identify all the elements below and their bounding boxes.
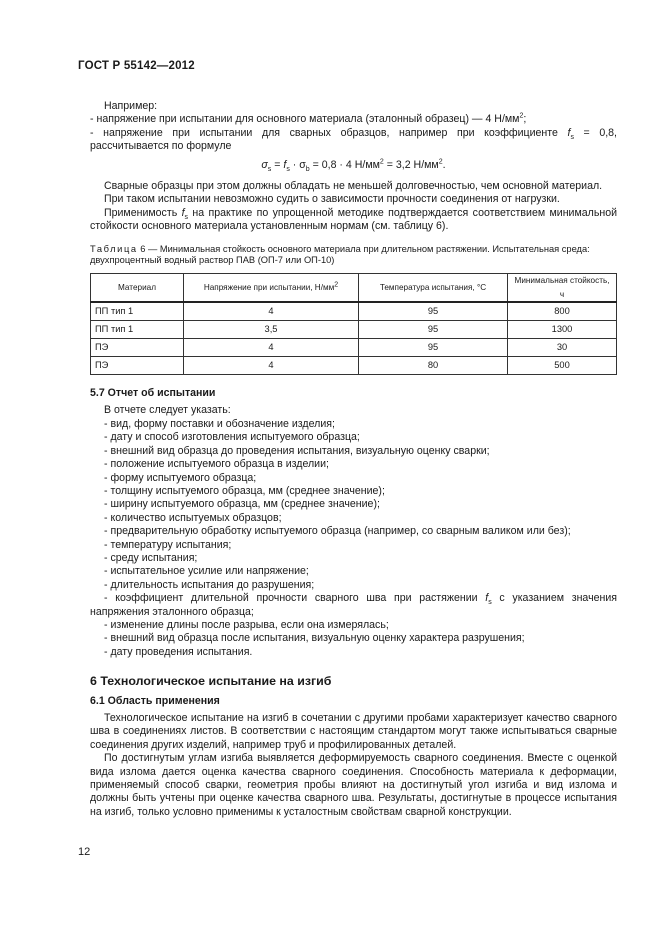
formula: $\sigma_s = f_s \cdot \sigma_b = 0,8 \cdot 4$ $Н/мм^2 = 3,2$ $Н/мм^2$. (261, 158, 446, 173)
paragraph: По достигнутым углам изгиба выявляется деформируемость сварного соединения. Вместе с оценкой вида излома дается оценка качества сварного соединения. Способность материала к деформации, применяемый способ сварки, геометрия пробы влияют на достигнутый угол изгиба и вид излома и должны быть учтены при оценке качества сварного шва. Результаты, достигнутые в процессе испытания на изгиб, только условно применимы к усталостным свойствам сварной конструкции. (90, 752, 617, 818)
table-row (91, 321, 617, 339)
list-item: - температуру испытания; (104, 538, 232, 551)
table-row (91, 339, 617, 357)
list-item: - испытательное усилие или напряжение; (104, 565, 309, 578)
list-item: - вид, форму поставки и обозначение изделия; (104, 417, 335, 430)
table-6 (90, 273, 617, 375)
paragraph: При таком испытании невозможно судить о зависимости прочности соединения от нагрузки. (104, 193, 560, 206)
table-cell: ПЭ (91, 357, 184, 375)
table-row (91, 302, 617, 321)
body-text (90, 100, 617, 819)
column-header: Температура испытания, °С (359, 274, 508, 302)
section-heading: 6.1 Область применения (90, 694, 220, 707)
column-header: Минимальная стойкость, ч (508, 274, 617, 302)
example-label: Например: (104, 100, 158, 112)
document-header: ГОСТ Р 55142—2012 (78, 60, 195, 72)
paragraph: Технологическое испытание на изгиб в сочетании с другими пробами характеризует качество сварного шва в соединениях листов. В соответствии с настоящим стандартом могут также испытываться сварные соединения других изделий, например труб и профилированных деталей. (90, 712, 617, 751)
paragraph: В отчете следует указать: (104, 404, 231, 417)
list-item: - дату проведения испытания. (104, 645, 253, 658)
example-item-1: - напряжение при испытании для основного материала (эталонный образец) — 4 $Н/мм^2$; (90, 112, 527, 126)
list-item: - форму испытуемого образца; (104, 471, 257, 484)
list-item: - длительность испытания до разрушения; (104, 578, 315, 591)
table-cell: 95 (359, 321, 508, 339)
list-item: - количество испытуемых образцов; (104, 511, 282, 524)
table-cell: ПП тип 1 (91, 321, 184, 339)
section-heading: 5.7 Отчет об испытании (90, 387, 216, 400)
list-item: - положение испытуемого образца в изделии; (104, 458, 329, 471)
column-header: Материал (91, 274, 184, 302)
table-cell: 80 (359, 357, 508, 375)
list-item: - внешний вид образца после испытания, визуальную оценку характера разрушения; (104, 632, 525, 645)
list-item: - толщину испытуемого образца, мм (среднее значение); (104, 484, 385, 497)
paragraph: Применимость $f_s$ на практике по упрощенной методике подтверждается соответствием минимальной стойкости основного материала установленным нормам (см. таблицу 6). (90, 206, 618, 233)
table-row (91, 357, 617, 375)
table-cell: 30 (508, 339, 617, 357)
example-item-2: - напряжение при испытании для сварных образцов, например при коэффициенте $f_s = 0,8$, рассчитывается по формуле (90, 126, 617, 153)
paragraph: Сварные образцы при этом должны обладать не меньшей долговечностью, чем основной материал. (104, 180, 603, 193)
table-header-row (91, 274, 617, 302)
list-item: - среду испытания; (104, 551, 198, 564)
table-cell: 4 (184, 302, 359, 321)
list-item: - ширину испытуемого образца, мм (среднее значение); (104, 498, 380, 511)
table-caption: Таблица 6 — Минимальная стойкость основного материала при длительном растяжении. Испытательная среда: двухпроцентный водный раствор ПАВ (ОП-7 или ОП-10) (90, 243, 590, 266)
list-item: - дату и способ изготовления испытуемого образца; (104, 431, 360, 444)
table-cell: 95 (359, 339, 508, 357)
page-number: 12 (78, 846, 91, 858)
table-cell: 95 (359, 302, 508, 321)
table-cell: ПЭ (91, 339, 184, 357)
table-cell: 4 (184, 339, 359, 357)
chapter-heading: 6 Технологическое испытание на изгиб (90, 674, 332, 689)
table-cell: 500 (508, 357, 617, 375)
table-cell: 4 (184, 357, 359, 375)
list-item: - предварительную обработку испытуемого образца (например, со сварным валиком или без); (104, 525, 571, 538)
list-item: - внешний вид образца до проведения испытания, визуальную оценку сварки; (104, 444, 490, 457)
list-item: - изменение длины после разрыва, если она измерялась; (104, 618, 389, 631)
table-cell: ПП тип 1 (91, 302, 184, 321)
list-item: - коэффициент длительной прочности сварного шва при растяжении $f_s$ с указанием значения напряжения эталонного образца; (90, 592, 617, 618)
table-cell: 3,5 (184, 321, 359, 339)
table-cell: 800 (508, 302, 617, 321)
column-header: Напряжение при испытании, $Н/мм^2$ (184, 274, 359, 302)
table-cell: 1300 (508, 321, 617, 339)
